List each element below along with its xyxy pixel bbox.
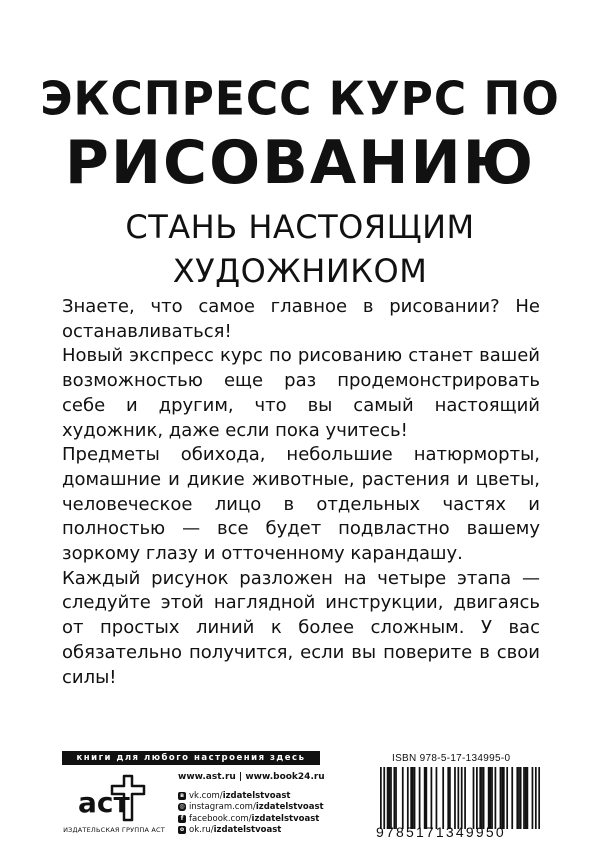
barcode-bar <box>479 767 481 829</box>
barcode-bar <box>442 767 444 829</box>
website-links[interactable]: www.ast.ru | www.book24.ru <box>178 772 325 782</box>
barcode-bar <box>511 767 513 829</box>
social-link-vk[interactable] <box>178 790 324 802</box>
paragraph-4: Каждый рисунок разложен на четыре этапа — следуйте этой наглядной инструкции, двигаясь от простых линий к более сложным. У вас обязательно получится, если вы поверите в свои силы! <box>62 567 540 688</box>
barcode-bar <box>419 767 421 829</box>
social-handle: izdatelstvoast <box>255 802 324 813</box>
barcode-bar <box>491 767 493 829</box>
barcode-bar <box>516 767 518 829</box>
social-handle: izdatelstvoast <box>213 825 282 836</box>
facebook-icon: f <box>178 815 186 823</box>
barcode-bar <box>390 767 392 829</box>
barcode-bar <box>461 767 463 829</box>
tagline-banner: книги для любого настроения здесь <box>62 751 320 765</box>
description-text <box>62 295 540 690</box>
barcode-number: 9785171349950 <box>376 824 506 840</box>
barcode-bar <box>387 767 389 829</box>
social-prefix: instagram.com/ <box>189 802 256 813</box>
social-links <box>178 790 324 836</box>
barcode-bar <box>383 767 385 829</box>
barcode-bar <box>431 767 433 829</box>
social-prefix: ok.ru/ <box>189 825 214 836</box>
barcode-bar <box>454 767 456 829</box>
barcode-bar <box>449 767 451 829</box>
barcode <box>380 767 540 829</box>
barcode-bar <box>518 767 520 829</box>
barcode-bar <box>457 767 459 829</box>
barcode-bar <box>500 767 502 829</box>
barcode-bar <box>380 767 382 829</box>
barcode-bar <box>425 767 427 829</box>
barcode-bar <box>412 767 414 829</box>
barcode-bar <box>538 767 540 829</box>
barcode-bar <box>395 767 397 829</box>
social-link-facebook[interactable] <box>178 813 324 825</box>
barcode-bar <box>476 767 478 829</box>
barcode-bar <box>489 767 491 829</box>
title-line-1: ЭКСПРЕСС КУРС ПО <box>40 72 560 127</box>
social-link-ok[interactable] <box>178 825 324 837</box>
social-handle: izdatelstvoast <box>251 813 320 824</box>
barcode-bar <box>464 767 466 829</box>
social-link-instagram[interactable] <box>178 802 324 814</box>
barcode-bar <box>388 767 390 829</box>
barcode-bar <box>424 767 426 829</box>
barcode-bar <box>503 767 505 829</box>
publisher-name: ИЗДАТЕЛЬСКАЯ ГРУППА АСТ <box>63 826 165 834</box>
ast-logo <box>72 772 160 824</box>
social-prefix: vk.com/ <box>189 790 223 801</box>
barcode-bar <box>407 767 409 829</box>
barcode-bar <box>501 767 503 829</box>
paragraph-1: Знаете, что самое главное в рисовании? Не останавливаться! <box>62 296 540 342</box>
barcode-bar <box>402 767 404 829</box>
paragraph-3: Предметы обихода, небольшие натюрморты, домашние и дикие животные, растения и цветы, человеческое лицо в отдельных частях и полностью — все будет подвластно вашему зоркому глазу и отточенному карандашу. <box>62 444 540 565</box>
ast-logo-text: аст <box>78 786 130 819</box>
barcode-bar <box>473 767 475 829</box>
barcode-bar <box>520 767 522 829</box>
barcode-bar <box>506 767 508 829</box>
odnoklassniki-icon: о <box>179 826 185 834</box>
barcode-bar <box>532 767 534 829</box>
barcode-bar <box>481 767 483 829</box>
barcode-bar <box>393 767 395 829</box>
subtitle-line-1: СТАНЬ НАСТОЯЩИМ <box>125 208 475 246</box>
barcode-bar <box>527 767 529 829</box>
barcode-bar <box>488 767 490 829</box>
barcode-bar <box>525 767 527 829</box>
barcode-bar <box>483 767 485 829</box>
instagram-icon: ◎ <box>179 803 185 811</box>
barcode-bar <box>495 767 497 829</box>
barcode-bar <box>436 767 438 829</box>
barcode-bar <box>447 767 449 829</box>
barcode-bar <box>523 767 525 829</box>
subtitle-line-2: ХУДОЖНИКОМ <box>172 252 428 290</box>
social-handle: izdatelstvoast <box>222 790 291 801</box>
isbn-label: ISBN 978-5-17-134995-0 <box>392 753 511 764</box>
barcode-bar <box>414 767 416 829</box>
barcode-bar <box>410 767 412 829</box>
social-prefix: facebook.com/ <box>189 813 252 824</box>
vk-icon: в <box>178 792 186 800</box>
title-line-2: РИСОВАНИЮ <box>64 128 536 198</box>
paragraph-2: Новый экспресс курс по рисованию станет вашей возможностью еще раз продемонстрировать себе и другим, что вы самый настоящий художник, даже если пока учитесь! <box>62 345 540 441</box>
barcode-bar <box>535 767 537 829</box>
